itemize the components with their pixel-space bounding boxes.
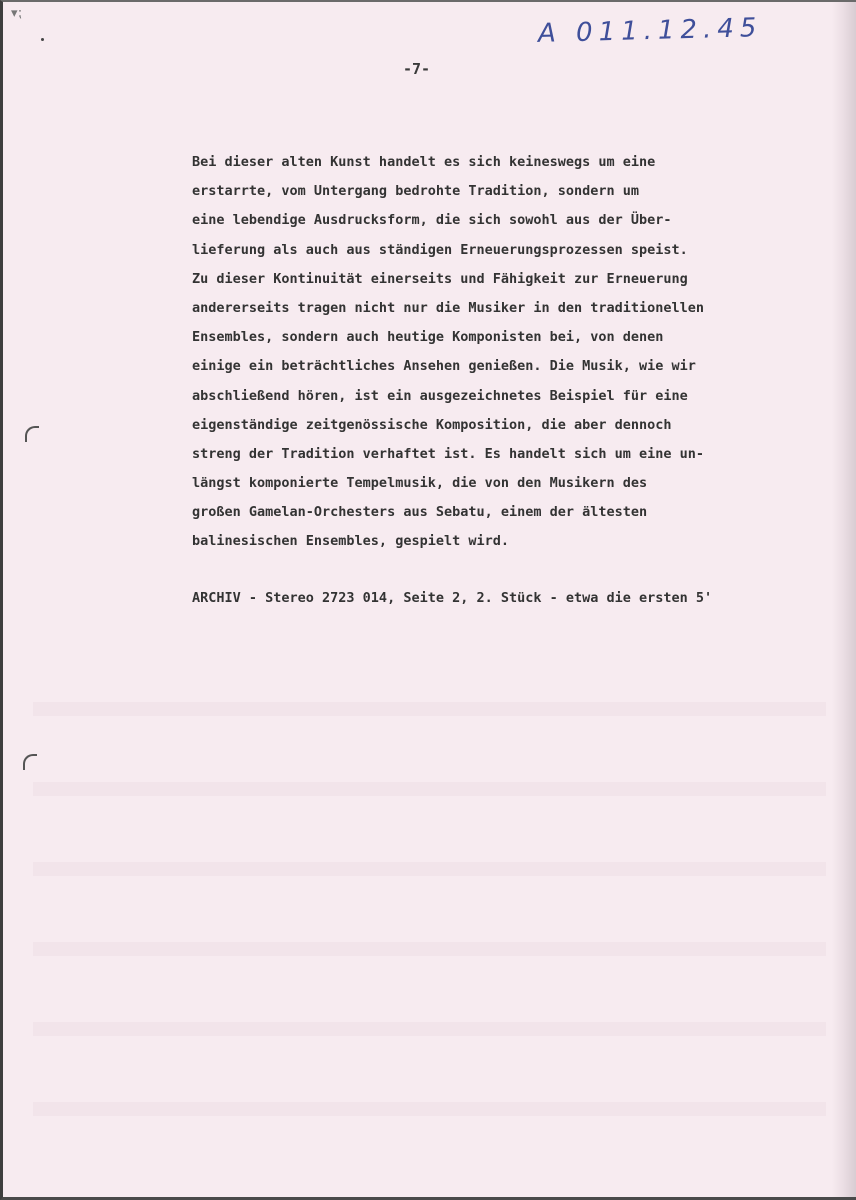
text-line: Ensembles, sondern auch heutige Komponisten bei, von denen xyxy=(192,329,664,346)
text-line: großen Gamelan-Orchesters aus Sebatu, einem der ältesten xyxy=(192,504,648,521)
archive-reference: ARCHIV - Stereo 2723 014, Seite 2, 2. Stück - etwa die ersten 5' xyxy=(192,590,713,606)
bleed-through-line xyxy=(33,782,826,796)
text-line: eigenständige zeitgenössische Komposition, die aber dennoch xyxy=(192,416,672,433)
text-line: Bei dieser alten Kunst handelt es sich keineswegs um eine xyxy=(192,154,656,170)
text-line: streng der Tradition verhaftet ist. Es handelt sich um eine un- xyxy=(192,445,705,462)
corner-smudge: ▾⁏ xyxy=(11,6,22,21)
bleed-through-line xyxy=(33,1102,826,1116)
text-line: abschließend hören, ist ein ausgezeichnetes Beispiel für eine xyxy=(192,387,688,404)
text-line: andererseits tragen nicht nur die Musiker in den traditionellen xyxy=(192,299,705,316)
handwritten-archive-number: A 011.12.45 xyxy=(537,13,763,49)
bleed-through-line xyxy=(33,702,826,716)
text-line: einige ein beträchtliches Ansehen genießen. Die Musik, wie wir xyxy=(192,358,696,375)
text-line: längst komponierte Tempelmusik, die von den Musikern des xyxy=(192,475,648,492)
punch-hole-mark xyxy=(25,426,39,442)
text-line: eine lebendige Ausdrucksform, die sich sowohl aus der Über- xyxy=(192,212,672,229)
bleed-through-line xyxy=(33,862,826,876)
bleed-through-line xyxy=(33,1022,826,1036)
paper-speck xyxy=(41,38,44,41)
body-paragraph xyxy=(192,148,772,557)
punch-hole-mark xyxy=(23,754,37,770)
page-number: -7- xyxy=(403,60,431,78)
text-line: lieferung als auch aus ständigen Erneuerungsprozessen speist. xyxy=(192,241,688,258)
bleed-through-line xyxy=(33,942,826,956)
text-line: balinesischen Ensembles, gespielt wird. xyxy=(192,533,509,550)
text-line: Zu dieser Kontinuität einerseits und Fähigkeit zur Erneuerung xyxy=(192,270,688,287)
paper-edge-shadow xyxy=(832,2,856,1200)
text-line: erstarrte, vom Untergang bedrohte Tradition, sondern um xyxy=(192,183,640,200)
